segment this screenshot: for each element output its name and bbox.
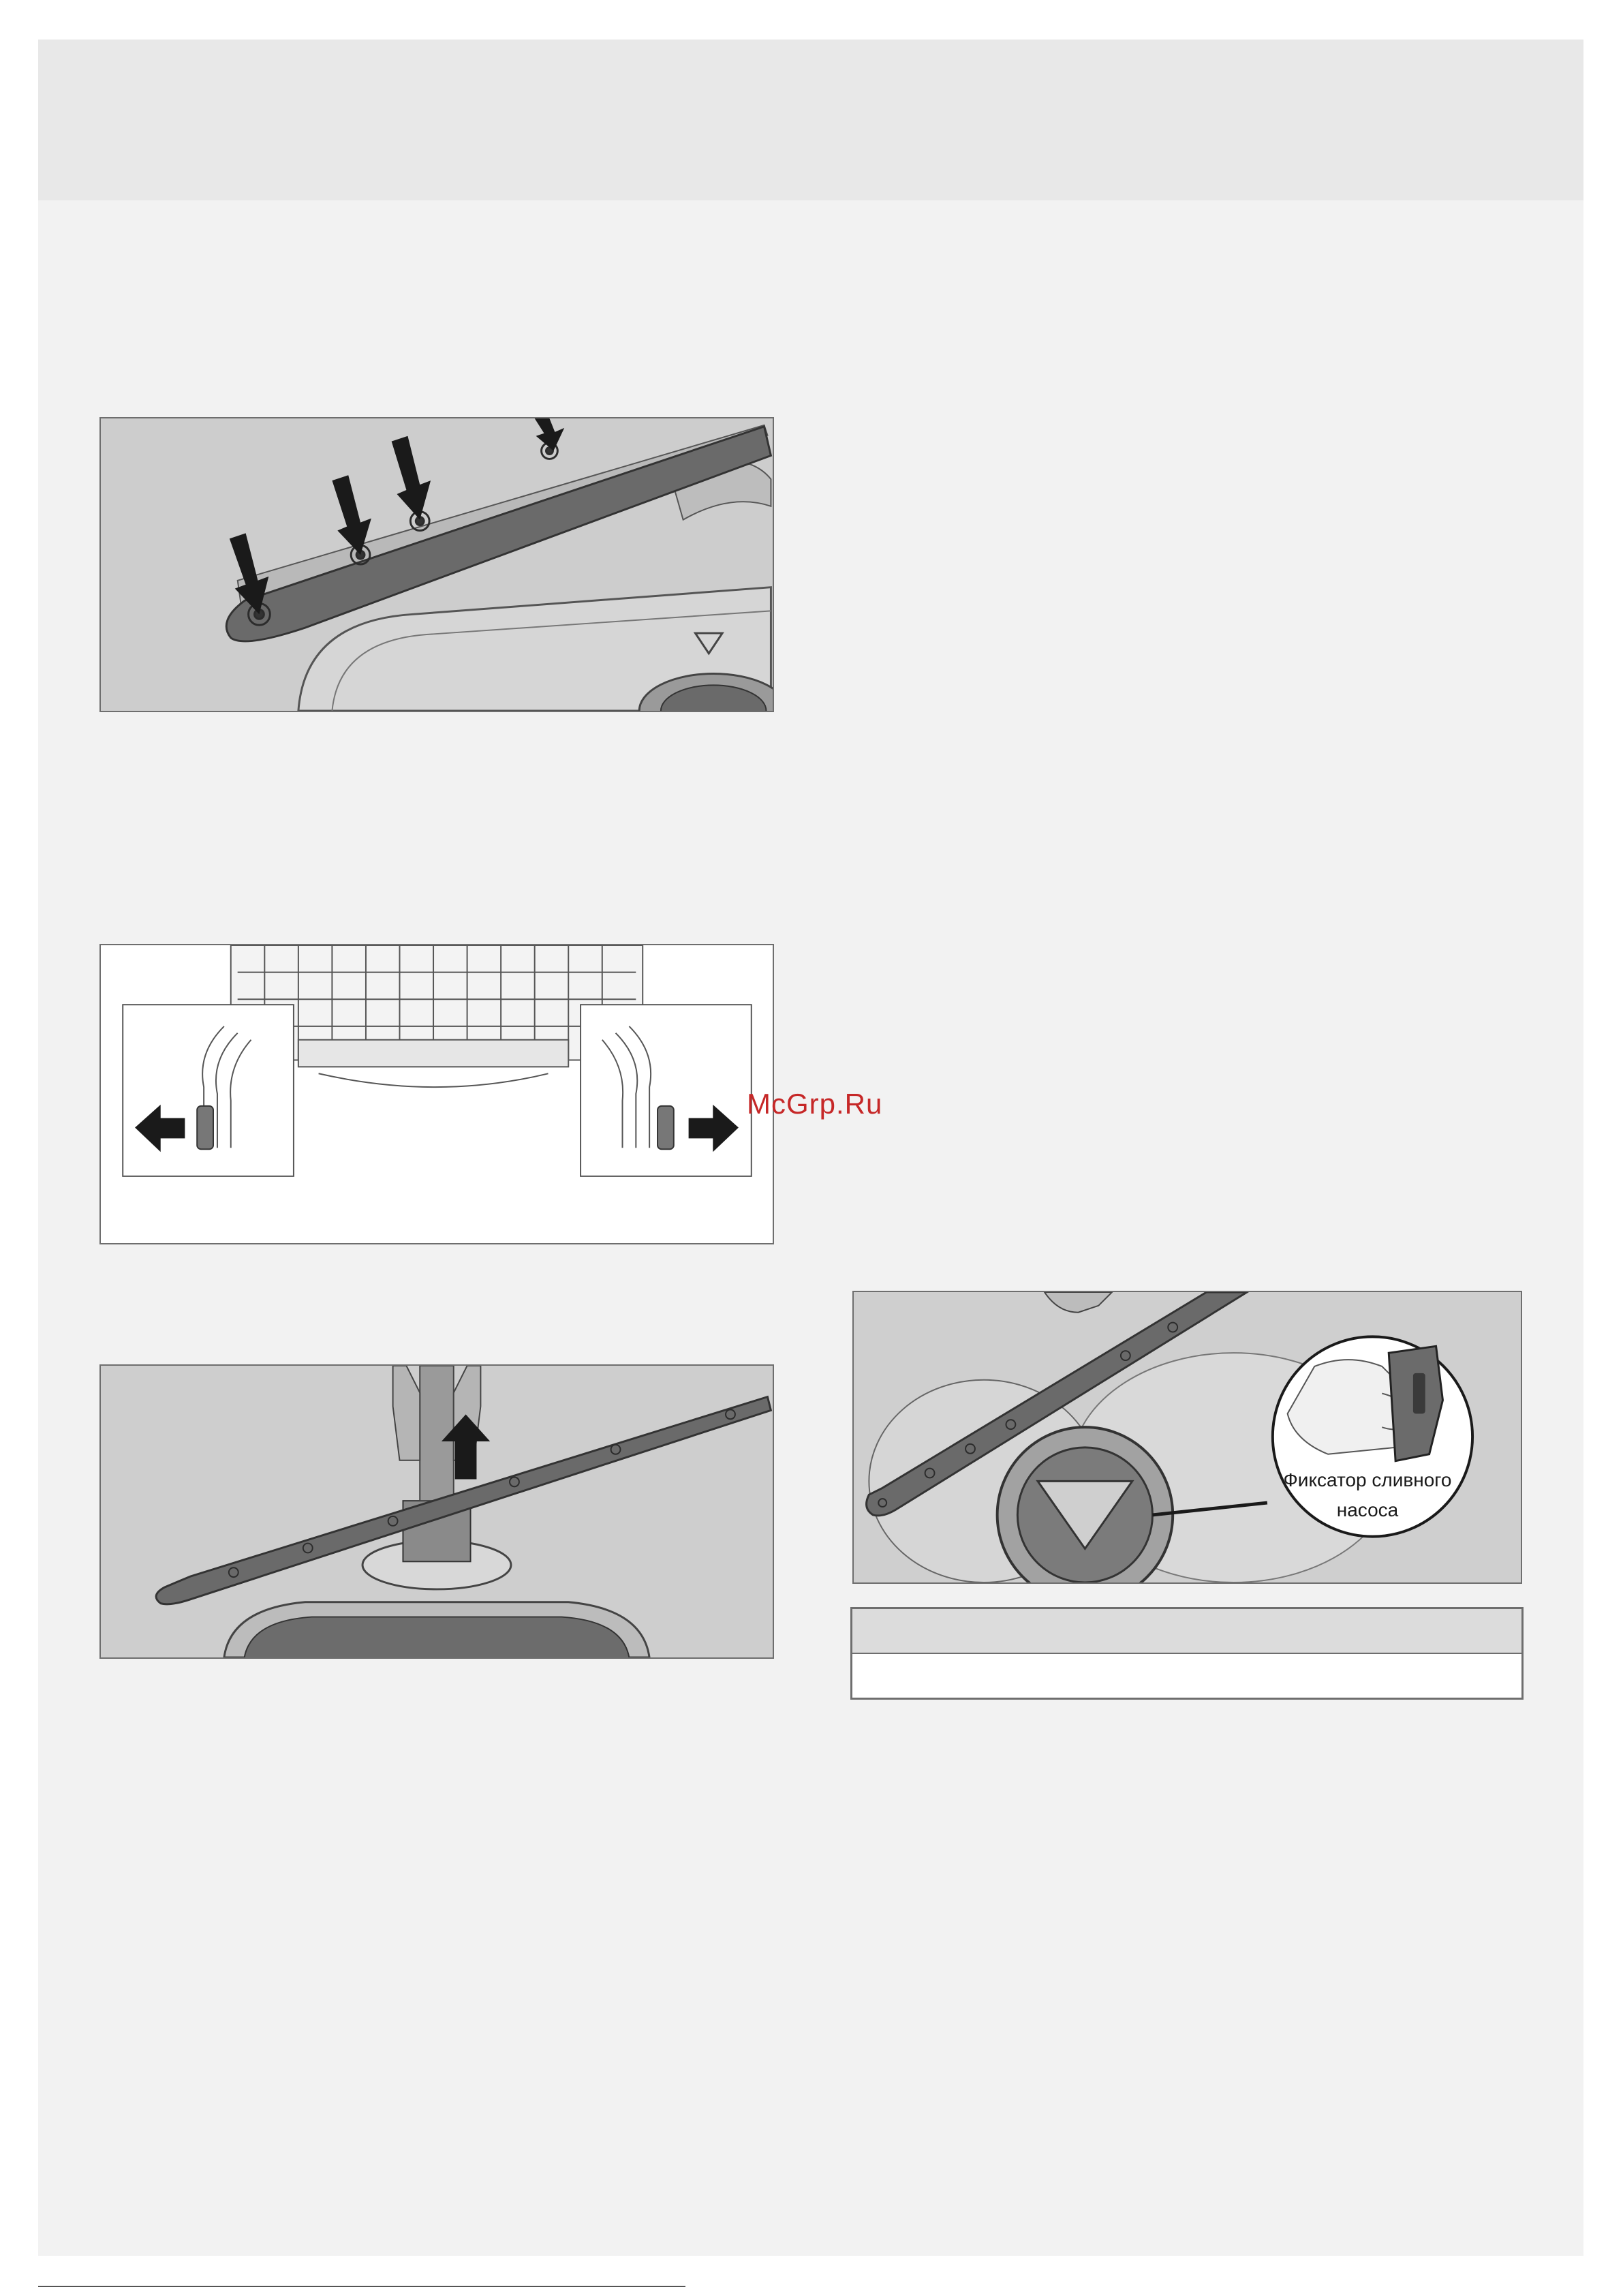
header-band [38,40,1583,200]
figure-lower-spray-arm-removal [99,1364,774,1659]
figure-rack-rail-stoppers [99,944,774,1244]
pump-latch-callout [1265,1465,1470,1525]
watermark: McGrp.Ru [747,1088,883,1120]
callout-line-1: Фиксатор сливного [1283,1469,1452,1490]
footer-rule [38,2286,685,2287]
info-table [850,1607,1524,1700]
info-table-row [852,1654,1521,1698]
figure-drain-pump-latch [852,1291,1522,1584]
callout-line-2: насоса [1336,1499,1399,1520]
info-table-header-row [852,1609,1521,1654]
figure-spray-arm-nozzles [99,417,774,712]
